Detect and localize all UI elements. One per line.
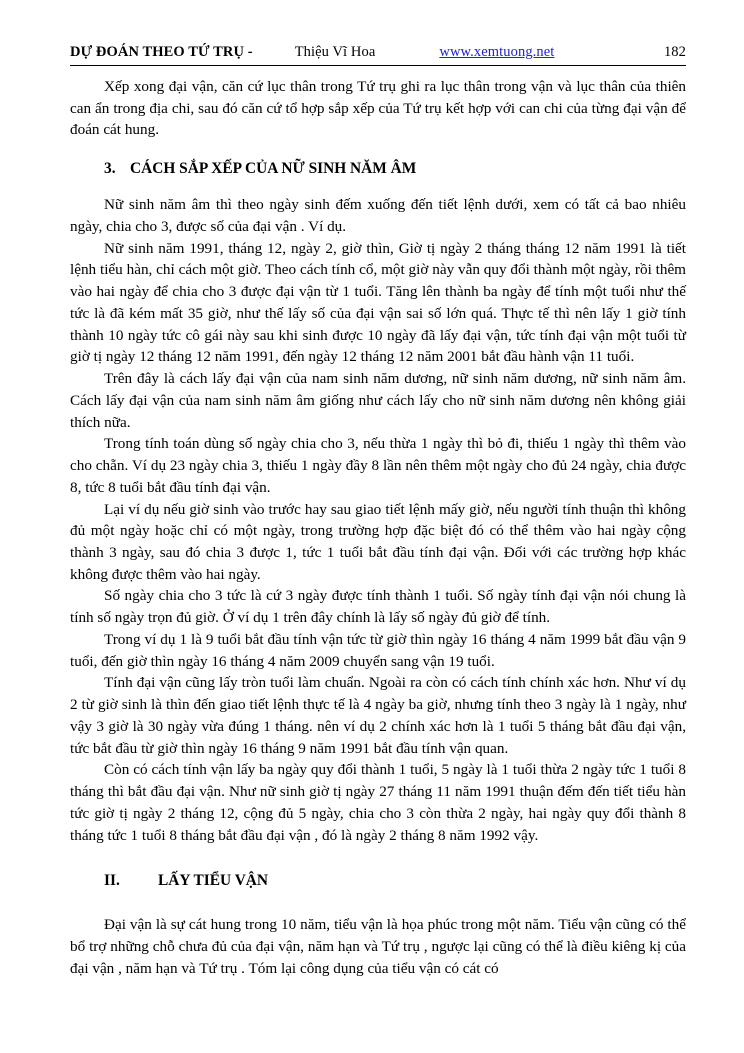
header-divider [70, 65, 686, 66]
section-heading-ii [70, 870, 686, 892]
section-title: CÁCH SẮP XẾP CỦA NỮ SINH NĂM ÂM [130, 160, 417, 178]
paragraph: Nữ sinh năm 1991, tháng 12, ngày 2, giờ thìn, Giờ tị ngày 2 tháng tháng 12 năm 1991 là tiết lệnh tiểu hàn, chỉ cách một giờ. Theo cách tính cổ, một giờ này vẫn quy đổi thành một ngày, rồi thêm vào hai ngày để chia cho 3 được đại vận từ 1 tuổi. Tăng lên thành ba ngày để tính một tuổi như thế tức là đã kém mất 35 giờ, như thế lấy số của đại vận sai số lớn quá. Thực tế thì nên lấy 1 giờ tính thành 10 ngày tức cô gái này sau khi sinh được 10 ngày đã lấy đại vận, tức tính đại vận một tuổi từ giờ tị ngày 12 tháng 12 năm 1991, đến ngày 12 tháng 12 năm 2001 bắt đầu hành vận 11 tuổi. [70, 239, 686, 366]
paragraph: Nữ sinh năm âm thì theo ngày sinh đếm xuống đến tiết lệnh dưới, xem có tất cả bao nhiêu ngày, chia cho 3, được số của đại vận . Ví dụ. [70, 196, 686, 235]
page-header [70, 44, 686, 61]
section-number: II. [104, 872, 120, 890]
page-body [70, 76, 686, 979]
section-title: LẤY TIỂU VẬN [158, 872, 269, 890]
section-number: 3. [104, 160, 116, 178]
header-author: Thiệu Vĩ Hoa [294, 44, 376, 60]
paragraph: Tính đại vận cũng lấy tròn tuổi làm chuẩn. Ngoài ra còn có cách tính chính xác hơn. Như ví dụ 2 từ giờ sinh là thìn đến giao tiết lệnh thực tế là 4 ngày ba giờ, nhưng tính theo 3 ngày là 1 ngày, như vậy 3 giờ là 30 ngày vừa đúng 1 tháng. nên ví dụ 2 chính xác hơn là 1 tuổi 5 tháng bắt đầu đại vận, tức bắt đầu từ giờ thìn ngày 16 tháng 9 năm 1991 bắt đầu tính vận quan. [70, 674, 686, 757]
paragraph: Trên đây là cách lấy đại vận của nam sinh năm dương, nữ sinh năm dương, nữ sinh năm âm. Cách lấy đại vận của nam sinh năm âm giống như cách lấy cho nữ sinh năm dương nên không giải thích nữa. [70, 370, 686, 431]
intro-paragraph: Xếp xong đại vận, căn cứ lục thân trong Tứ trụ ghi ra lục thân trong vận và lục thân của thiên can ẩn trong địa chi, sau đó căn cứ tổ hợp sắp xếp của Tứ trụ kết hợp với can chi của từng đại vận để đoán cát hung. [70, 78, 686, 139]
header-website-link[interactable]: www.xemtuong.net [439, 44, 555, 60]
paragraph: Lại ví dụ nếu giờ sinh vào trước hay sau giao tiết lệnh mấy giờ, nếu người tính thuận thì không đủ một ngày hoặc chỉ có một ngày, trong trường hợp đặc biệt đó có thể thêm vào hai ngày cộng thành 3 ngày, sau đó chia 3 được 1, tức 1 tuổi bắt đầu tính đại vận. Đối với các trường hợp khác không được thêm vào hai ngày. [70, 500, 686, 583]
paragraph: Trong tính toán dùng số ngày chia cho 3, nếu thừa 1 ngày thì bỏ đi, thiếu 1 ngày thì thêm vào cho chẵn. Ví dụ 23 ngày chia 3, thiếu 1 ngày đầy 8 lần nên thêm một ngày cho đủ 24 ngày, chia được 8, tức 8 tuổi bắt đầu tính đại vận. [70, 435, 686, 496]
section-heading-3 [70, 158, 686, 180]
header-title: DỰ ĐOÁN THEO TỨ TRỤ - [70, 44, 253, 60]
paragraph: Còn có cách tính vận lấy ba ngày quy đổi thành 1 tuổi, 5 ngày là 1 tuổi thừa 2 ngày tức 1 tuổi 8 tháng thì bắt đầu đại vận. Như nữ sinh giờ tị ngày 27 tháng 11 năm 1991 thuận đếm đến tiết tiểu hàn tức giờ tị ngày 2 tháng 12, cộng đủ 5 ngày, chia cho 3 còn thừa 2 ngày, hai ngày quy đổi thành 8 tháng tức 1 tuổi 8 tháng bắt đầu đại vận , đó là ngày 2 tháng 8 năm 1992 vậy. [70, 761, 686, 844]
paragraph: Trong ví dụ 1 là 9 tuổi bắt đầu tính vận tức từ giờ thìn ngày 16 tháng 4 năm 1999 bắt đầu vận 9 tuổi, đến giờ thìn ngày 16 tháng 4 năm 2009 chuyển sang vận 19 tuổi. [70, 630, 686, 670]
paragraph: Số ngày chia cho 3 tức là cứ 3 ngày được tính thành 1 tuổi. Số ngày tính đại vận nói chung là tính số ngày trọn đủ giờ. Ở ví dụ 1 trên đây chính là lấy số ngày đủ giờ để tính. [70, 587, 686, 627]
page-number: 182 [663, 44, 686, 60]
closing-paragraph: Đại vận là sự cát hung trong 10 năm, tiểu vận là họa phúc trong một năm. Tiểu vận cũng có thể bổ trợ những chỗ chưa đủ của đại vận, năm hạn và Tứ trụ , ngược lại cũng có thể là điều kiêng kị của đại vận , năm hạn và Tứ trụ . Tóm lại công dụng của tiểu vận có cát có [70, 916, 686, 977]
